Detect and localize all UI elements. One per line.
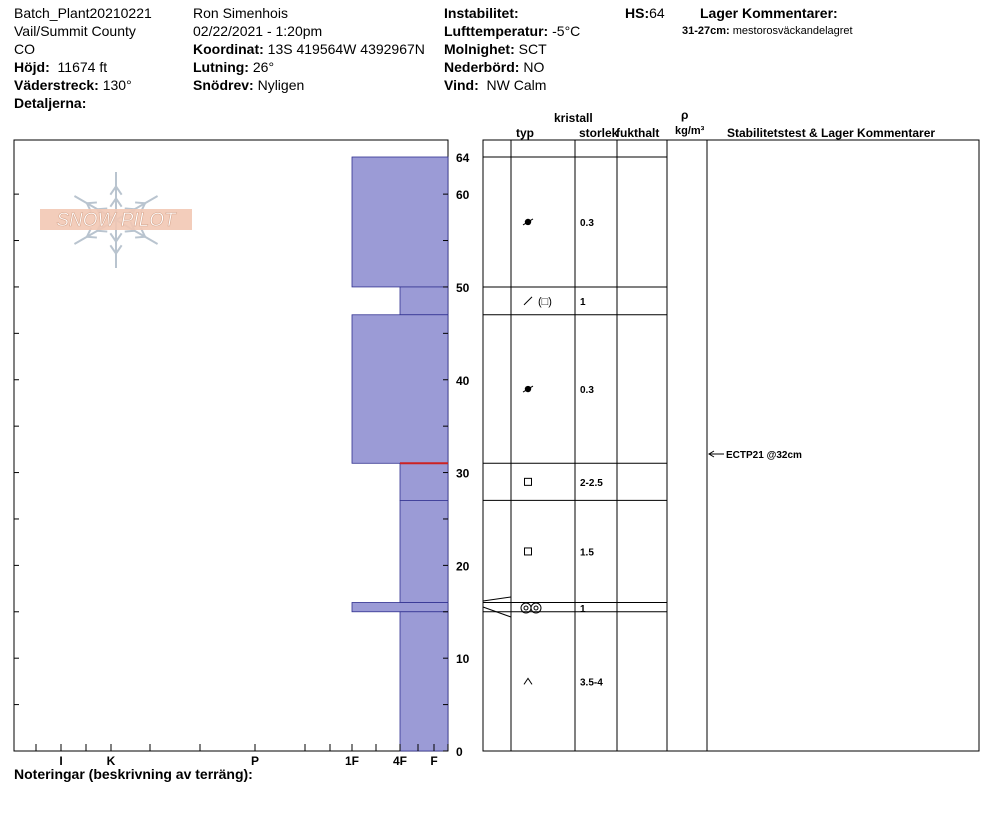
stability-test-label: ECTP21 @32cm bbox=[726, 450, 802, 461]
grain-size-label: 0.3 bbox=[580, 217, 594, 229]
precip-label: Nederbörd: bbox=[444, 59, 520, 75]
instability-label: Instabilitet: bbox=[444, 5, 519, 21]
logo-text: SNOW PILOT bbox=[56, 210, 176, 231]
col-stability: Stabilitetstest & Lager Kommentarer bbox=[727, 126, 936, 140]
grain-icon bbox=[525, 478, 532, 485]
grain-icon bbox=[523, 386, 533, 392]
svg-text:(□): (□) bbox=[538, 295, 552, 308]
details-label: Detaljerna: bbox=[14, 95, 87, 111]
height-tick-label: 60 bbox=[456, 188, 470, 203]
grain-size-label: 1.5 bbox=[580, 547, 594, 559]
layer-table-frame bbox=[483, 140, 979, 751]
grain-icon bbox=[523, 219, 533, 225]
height-tick-label: 30 bbox=[456, 466, 470, 481]
datetime: 02/22/2021 - 1:20pm bbox=[193, 23, 323, 39]
connector-line bbox=[483, 597, 511, 601]
drift-label: Snödrev: bbox=[193, 77, 254, 93]
sky-value: SCT bbox=[518, 41, 547, 57]
grain-icon bbox=[524, 678, 532, 684]
wind-label: Vind: bbox=[444, 77, 479, 93]
observer: Ron Simenhois bbox=[193, 5, 288, 21]
col-crystal: kristall bbox=[554, 111, 593, 125]
elevation-label: Höjd: bbox=[14, 59, 50, 75]
grain-size-label: 1 bbox=[580, 604, 586, 615]
layer-bar bbox=[352, 315, 448, 464]
sky-label: Molnighet: bbox=[444, 41, 515, 57]
height-tick-label: 20 bbox=[456, 559, 470, 574]
slope-value: 26° bbox=[252, 59, 275, 75]
layer-bar bbox=[400, 500, 448, 602]
hardness-tick-label: K bbox=[106, 754, 116, 768]
terrain-notes-label: Noteringar (beskrivning av terräng): bbox=[14, 766, 253, 782]
wind-value: NW Calm bbox=[486, 77, 547, 93]
airtemp-value: -5°C bbox=[552, 23, 581, 39]
hardness-tick-label: 4F bbox=[392, 754, 408, 768]
grain-icon bbox=[524, 296, 552, 308]
grain-icon bbox=[525, 548, 532, 555]
drift-value: Nyligen bbox=[257, 77, 305, 93]
hardness-layers bbox=[352, 157, 448, 751]
hardness-tick-label: 1F bbox=[344, 754, 360, 768]
grain-size-label: 1 bbox=[580, 296, 586, 308]
layer-comment-range: 31-27cm: bbox=[682, 25, 730, 37]
layer-table bbox=[483, 157, 802, 688]
elevation-value: 11674 ft bbox=[57, 59, 108, 75]
airtemp-label: Lufttemperatur: bbox=[444, 23, 549, 39]
col-moisture: fukthalt bbox=[616, 126, 660, 140]
col-type: typ bbox=[516, 126, 534, 140]
layer-comments-title: Lager Kommentarer: bbox=[700, 5, 838, 21]
layer-bar bbox=[400, 287, 448, 315]
snowpilot-logo bbox=[40, 172, 192, 268]
hardness-axis bbox=[14, 744, 448, 768]
col-density-unit: kg/m³ bbox=[675, 125, 705, 137]
coord-label: Koordinat: bbox=[193, 41, 264, 57]
aspect-label: Väderstreck: bbox=[14, 77, 99, 93]
coord-value: 13S 419564W 4392967N bbox=[267, 41, 425, 57]
layer-bar bbox=[400, 463, 448, 500]
height-tick-label: 10 bbox=[456, 652, 470, 667]
hs-label: HS: bbox=[625, 5, 650, 21]
col-size: storlek bbox=[579, 126, 619, 140]
grain-size-label: 2-2.5 bbox=[580, 477, 603, 489]
hs-value: 64 bbox=[649, 5, 665, 21]
layer-comment-text: mestorosväckandelagret bbox=[732, 25, 853, 37]
hardness-tick-label: I bbox=[59, 754, 63, 768]
aspect-value: 130° bbox=[102, 77, 132, 93]
grain-size-label: 0.3 bbox=[580, 385, 594, 397]
location: Vail/Summit County bbox=[14, 23, 136, 39]
state: CO bbox=[14, 41, 35, 57]
height-tick-label: 50 bbox=[456, 280, 470, 295]
layer-bar bbox=[400, 612, 448, 751]
height-tick-label: 64 bbox=[456, 151, 470, 165]
grain-size-label: 3.5-4 bbox=[580, 677, 603, 689]
hardness-tick-label: F bbox=[430, 754, 438, 768]
slope-label: Lutning: bbox=[193, 59, 249, 75]
height-tick-label: 40 bbox=[456, 373, 470, 388]
site-name: Batch_Plant20210221 bbox=[14, 5, 152, 21]
layer-bar bbox=[352, 157, 448, 287]
hardness-tick-label: P bbox=[250, 754, 260, 768]
layer-bar bbox=[352, 603, 448, 612]
col-rho: ρ bbox=[681, 108, 689, 122]
precip-value: NO bbox=[523, 59, 545, 75]
height-tick-label: 0 bbox=[456, 745, 463, 759]
